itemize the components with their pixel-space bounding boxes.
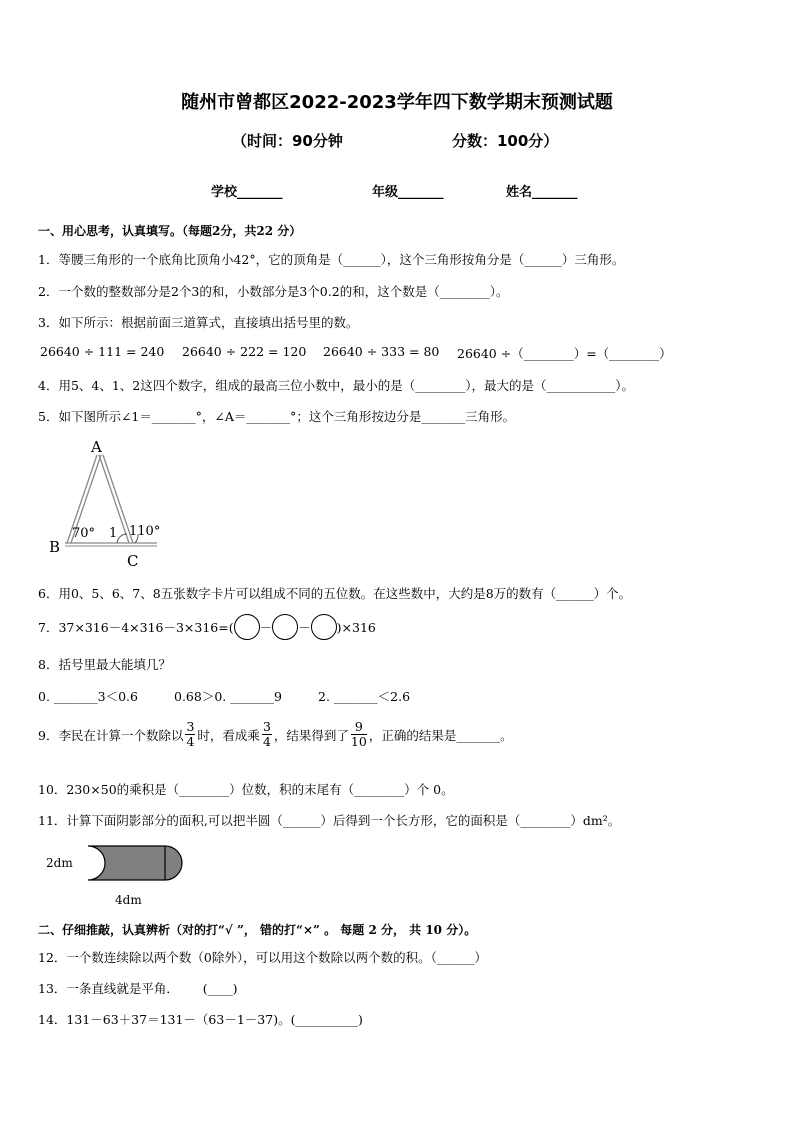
question-10: 10．230×50的乘积是（________）位数，积的末尾有（________）个 0。: [38, 782, 454, 797]
question-4: 4．用5、4、1、2这四个数字，组成的最高三位小数中，最小的是（________），最大的是（___________）。: [38, 378, 635, 393]
blank-circle-1: [234, 614, 260, 640]
q3-equation-3: 26640 ÷ 333 = 80: [323, 344, 440, 359]
q7-minus-2: －: [298, 620, 311, 635]
fraction-1: [185, 720, 195, 749]
question-3: 3．如下所示：根据前面三道算式，直接填出括号里的数。: [38, 315, 359, 330]
q7-suffix: )×316: [336, 619, 376, 635]
grade-field: 年级_______: [372, 185, 444, 200]
figure-height-label: 2dm: [46, 856, 73, 870]
question-6: 6．用0、5、6、7、8五张数字卡片可以组成不同的五位数。在这些数中，大约是8万的数有（______）个。: [38, 586, 632, 601]
q9-text-d: ，正确的结果是_______。: [368, 727, 513, 743]
question-13: 13．一条直线就是平角． (____): [38, 981, 238, 996]
vertex-b-label: B: [49, 538, 61, 556]
fraction-3-denominator: 10: [350, 734, 367, 749]
q7-minus-1: －: [259, 620, 273, 635]
q8-part-b: 0.68＞0. _______9: [174, 689, 282, 704]
fraction-2-denominator: 4: [262, 734, 271, 749]
q9-text-a: 9．李民在计算一个数除以: [38, 727, 184, 743]
fraction-1-denominator: 4: [186, 734, 195, 749]
question-7: [38, 614, 376, 640]
fraction-3-numerator: 9: [351, 720, 367, 735]
blank-circle-3: [311, 614, 337, 640]
q3-equation-2: 26640 ÷ 222 = 120: [182, 344, 307, 359]
fraction-2-numerator: 3: [262, 719, 271, 734]
q3-equation-4: 26640 ÷（________）=（________）: [457, 346, 672, 361]
q9-text-c: ，结果得到了: [273, 727, 349, 743]
total-score: 分数：100分）: [452, 132, 559, 150]
figure-width-label: 4dm: [115, 893, 142, 907]
question-14: 14．131－63＋37＝131－（63－1－37)。(__________): [38, 1012, 363, 1027]
q7-prefix: 7．37×316－4×316－3×316=(: [38, 620, 234, 635]
exterior-angle-label: 110°: [129, 524, 161, 539]
school-field: 学校_______: [211, 185, 283, 200]
q8-part-a: 0. _______3＜0.6: [38, 689, 138, 704]
section2-heading: 二、仔细推敲，认真辨析（对的打“√ ”， 错的打“×” 。 每题 2 分， 共 10 分）。: [38, 923, 477, 937]
q9-text-b: 时，看成乘: [197, 727, 260, 743]
angle-b-label: 70°: [72, 526, 96, 541]
question-11: 11．计算下面阴影部分的面积,可以把半圆（______）后得到一个长方形，它的面积是（________）dm²。: [38, 813, 621, 828]
page-title: 随州市曾都区2022-2023学年四下数学期末预测试题: [181, 92, 613, 113]
question-8: 8．括号里最大能填几？: [38, 657, 171, 672]
question-2: 2．一个数的整数部分是2个3的和，小数部分是3个0.2的和，这个数是（________）。: [38, 284, 509, 299]
fraction-2: [262, 720, 272, 749]
q3-equation-1: 26640 ÷ 111 = 240: [40, 344, 165, 359]
q8-part-c: 2. _______＜2.6: [318, 689, 411, 704]
triangle-figure: [45, 435, 175, 570]
question-12: 12．一个数连续除以两个数（0除外），可以用这个数除以两个数的积。（______）: [38, 950, 487, 965]
question-9: [38, 720, 513, 749]
fraction-1-numerator: 3: [186, 719, 195, 734]
name-field: 姓名_______: [506, 185, 578, 200]
time-limit: （时间：90分钟: [232, 132, 343, 150]
shaded-area-figure: [40, 838, 200, 910]
section1-heading: 一、用心思考，认真填写。（每题2分，共22 分）: [38, 224, 302, 238]
question-5: 5．如下图所示∠1＝_______°，∠A＝_______°；这个三角形按边分是_______三角形。: [38, 409, 516, 424]
fraction-3: [351, 720, 367, 749]
angle-1-label: 1: [109, 526, 118, 541]
vertex-a-label: A: [91, 438, 102, 456]
question-1: 1．等腰三角形的一个底角比顶角小42°，它的顶角是（______），这个三角形按角分是（______）三角形。: [38, 252, 625, 267]
vertex-c-label: C: [127, 552, 139, 570]
blank-circle-2: [272, 614, 298, 640]
